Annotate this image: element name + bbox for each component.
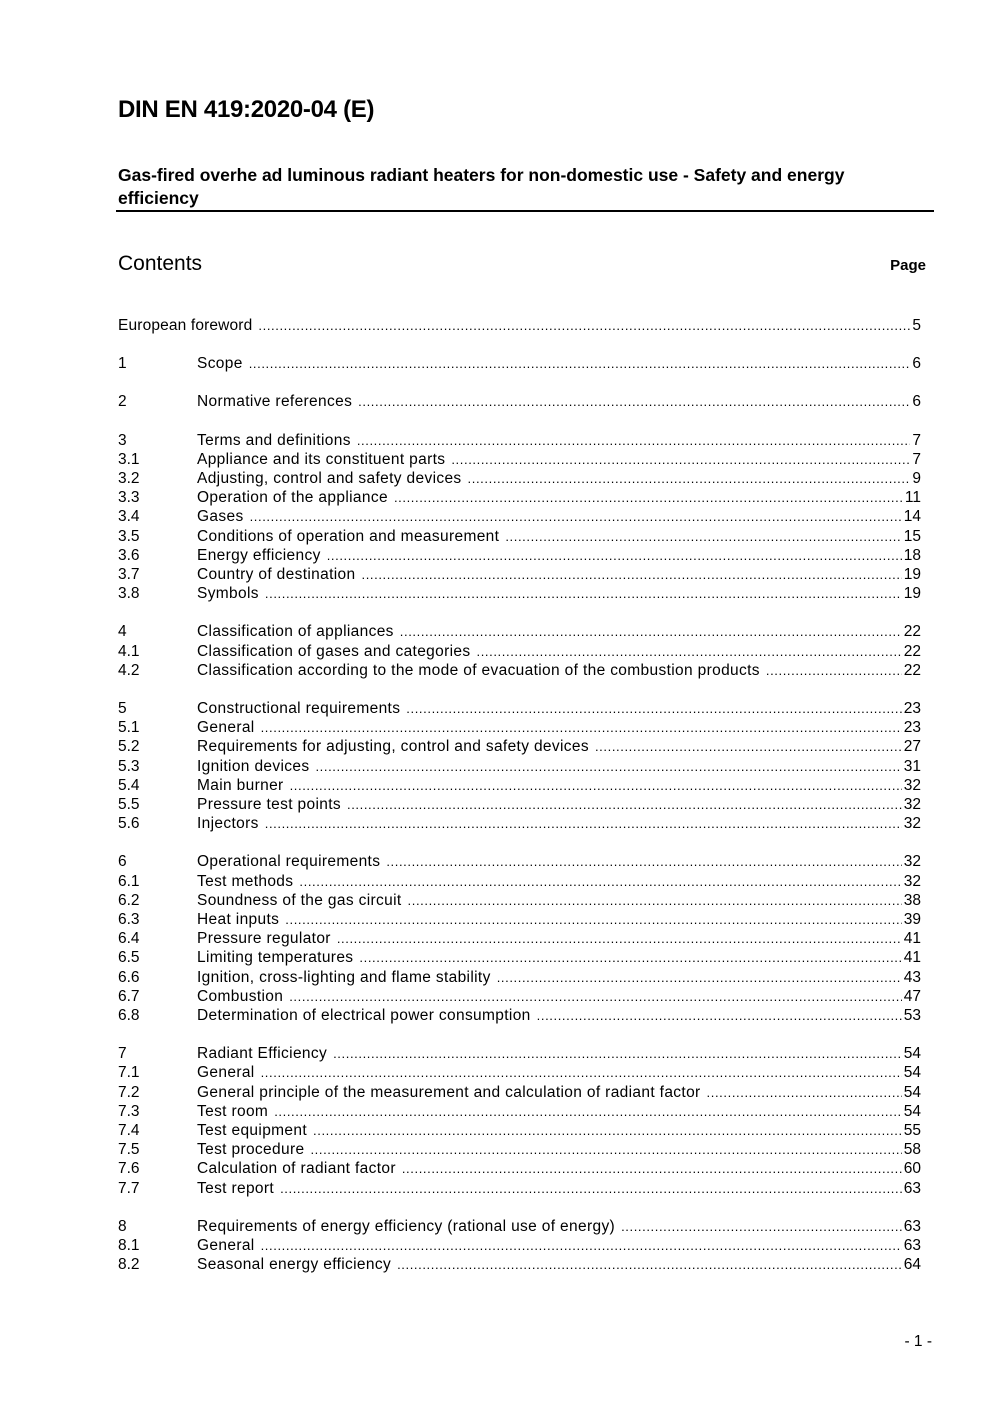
toc-entry-number: 5.2 xyxy=(118,738,140,756)
toc-entry[interactable] xyxy=(118,431,921,450)
toc-leader-dots xyxy=(285,910,901,929)
toc-entry-title: Classification of appliances xyxy=(197,623,394,641)
toc-entry-number: 3.2 xyxy=(118,470,140,487)
toc-entry-title: Conditions of operation and measurement xyxy=(197,527,500,545)
toc-entry[interactable] xyxy=(118,872,921,891)
toc-entry-number: 7.3 xyxy=(118,1102,140,1120)
toc-entry-number: 3.3 xyxy=(118,489,140,507)
toc-entry-title: Symbols xyxy=(197,585,259,603)
toc-entry-title: Classification according to the mode of evacuation of the combustion products xyxy=(197,661,760,679)
toc-leader-dots xyxy=(497,968,902,987)
toc-entry[interactable] xyxy=(118,757,921,776)
toc-entry-title: General xyxy=(197,719,255,737)
toc-entry-number: 6.5 xyxy=(118,949,140,967)
toc-entry-title: Requirements of energy efficiency (rational use of energy) xyxy=(197,1217,616,1235)
toc-entry-page: 64 xyxy=(903,1256,921,1274)
toc-leader-dots xyxy=(766,661,902,680)
toc-entry-page: 58 xyxy=(903,1141,921,1159)
toc-entry-title: Test equipment xyxy=(197,1122,308,1139)
toc-entry-page: 43 xyxy=(903,968,921,986)
toc-entry[interactable] xyxy=(118,642,921,661)
toc-entry-number: 7.4 xyxy=(118,1122,140,1139)
toc-entry-number: 5.4 xyxy=(118,776,140,794)
toc-entry-page: 7 xyxy=(912,450,921,468)
toc-entry-page: 32 xyxy=(903,815,921,833)
toc-leader-dots xyxy=(408,891,902,910)
toc-entry[interactable] xyxy=(118,1121,921,1140)
toc-leader-dots xyxy=(359,948,901,967)
toc-leader-dots xyxy=(249,354,911,373)
toc-entry[interactable] xyxy=(118,718,921,737)
toc-entry-page: 27 xyxy=(903,738,921,756)
toc-leader-dots xyxy=(313,1121,902,1140)
toc-entry-page: 6 xyxy=(912,355,921,373)
toc-leader-dots xyxy=(261,718,902,737)
toc-leader-dots xyxy=(347,795,902,814)
toc-entry-title: General xyxy=(197,1064,255,1082)
toc-entry-page: 31 xyxy=(903,757,921,775)
toc-entry[interactable] xyxy=(118,488,921,507)
toc-leader-dots xyxy=(333,1044,902,1063)
toc-entry-number: 2 xyxy=(118,393,127,411)
toc-entry-page: 22 xyxy=(903,642,921,660)
toc-leader-dots xyxy=(361,565,901,584)
toc-entry-number: 6.7 xyxy=(118,987,140,1005)
toc-leader-dots xyxy=(261,1063,902,1082)
toc-leader-dots xyxy=(451,450,910,469)
toc-leader-dots xyxy=(265,584,902,603)
toc-entry-title: Test report xyxy=(197,1179,275,1197)
toc-entry-page: 32 xyxy=(903,776,921,794)
toc-entry-page: 6 xyxy=(912,393,921,411)
toc-entry[interactable] xyxy=(118,852,921,871)
toc-entry[interactable] xyxy=(118,948,921,967)
toc-entry-number: 6.2 xyxy=(118,891,140,909)
toc-entry-title: Operation of the appliance xyxy=(197,489,388,507)
toc-entry-title: Normative references xyxy=(197,393,353,411)
toc-entry-title: Classification of gases and categories xyxy=(197,642,471,660)
toc-entry-title: Energy efficiency xyxy=(197,546,321,564)
toc-entry-title: Limiting temperatures xyxy=(197,949,354,967)
toc-entry-number: 5 xyxy=(118,700,127,717)
toc-entry-title: Main burner xyxy=(197,776,284,794)
toc-entry-number: 7.7 xyxy=(118,1179,140,1197)
toc-entry[interactable] xyxy=(118,968,921,987)
toc-entry-number: 8.2 xyxy=(118,1256,140,1274)
toc-entry-number: 3.6 xyxy=(118,546,140,564)
toc-entry[interactable] xyxy=(118,507,921,526)
toc-entry[interactable] xyxy=(118,1006,921,1025)
toc-entry-title: General principle of the measurement and calculation of radiant factor xyxy=(197,1083,701,1101)
toc-leader-dots xyxy=(402,1159,902,1178)
toc-entry-number: 4.1 xyxy=(118,642,140,660)
toc-entry-title: Determination of electrical power consumption xyxy=(197,1007,531,1024)
toc-entry[interactable] xyxy=(118,1083,921,1102)
toc-leader-dots xyxy=(400,622,902,641)
toc-entry[interactable] xyxy=(118,584,921,603)
toc-entry-page: 32 xyxy=(903,872,921,890)
toc-entry-title: Requirements for adjusting, control and safety devices xyxy=(197,738,589,756)
toc-entry-page: 19 xyxy=(903,566,921,583)
toc-entry[interactable] xyxy=(118,1179,921,1198)
toc-entry[interactable] xyxy=(118,987,921,1006)
toc-entry[interactable] xyxy=(118,795,921,814)
toc-entry-page: 22 xyxy=(903,623,921,641)
footer-page-number: - 1 - xyxy=(904,1333,932,1350)
toc-entry-number: 7 xyxy=(118,1045,127,1063)
toc-entry-number: 3.5 xyxy=(118,527,140,545)
toc-entry-number: 8.1 xyxy=(118,1237,140,1254)
toc-entry-number: 4.2 xyxy=(118,661,140,679)
toc-entry-page: 32 xyxy=(903,853,921,871)
toc-leader-dots xyxy=(406,699,901,718)
toc-entry[interactable] xyxy=(118,1159,921,1178)
toc-leader-dots xyxy=(621,1217,902,1236)
toc-entry-page: 9 xyxy=(912,470,921,487)
toc-entry-page: 54 xyxy=(903,1083,921,1101)
toc-entry-number: 6.3 xyxy=(118,911,140,928)
toc-leader-dots xyxy=(299,872,901,891)
toc-entry-number: 5.6 xyxy=(118,815,140,833)
toc-entry-title: Ignition devices xyxy=(197,757,310,775)
toc-entry-page: 18 xyxy=(903,546,921,564)
toc-entry-title: Constructional requirements xyxy=(197,700,401,717)
toc-leader-dots xyxy=(386,852,901,871)
toc-leader-dots xyxy=(468,469,911,488)
toc-entry-number: 6.4 xyxy=(118,930,140,948)
toc-entry-title: Test procedure xyxy=(197,1141,305,1159)
page-column-label: Page xyxy=(890,257,926,274)
toc-entry-page: 63 xyxy=(903,1179,921,1197)
toc-entry-number: 6.8 xyxy=(118,1007,140,1024)
toc-entry[interactable] xyxy=(118,910,921,929)
toc-entry-page: 15 xyxy=(903,527,921,545)
toc-entry-number: 3 xyxy=(118,431,127,449)
toc-entry-title: Test methods xyxy=(197,872,294,890)
toc-entry-title: Appliance and its constituent parts xyxy=(197,450,446,468)
toc-entry[interactable] xyxy=(118,546,921,565)
toc-entry-title: Adjusting, control and safety devices xyxy=(197,470,462,487)
toc-entry-page: 39 xyxy=(903,911,921,928)
toc-entry-number: 6.6 xyxy=(118,968,140,986)
toc-entry-page: 5 xyxy=(912,317,921,334)
toc-entry-page: 32 xyxy=(903,796,921,813)
toc-entry-title: Seasonal energy efficiency xyxy=(197,1256,392,1274)
toc-entry-page: 60 xyxy=(903,1160,921,1178)
toc-entry-title: General xyxy=(197,1237,255,1254)
toc-entry-title: Pressure test points xyxy=(197,796,341,813)
toc-leader-dots xyxy=(315,757,901,776)
toc-entry[interactable] xyxy=(118,737,921,756)
toc-entry[interactable] xyxy=(118,814,921,833)
toc-entry-number: 7.6 xyxy=(118,1160,140,1178)
toc-leader-dots xyxy=(290,776,902,795)
toc-entry-number: 7.2 xyxy=(118,1083,140,1101)
toc-entry-title: Operational requirements xyxy=(197,853,381,871)
toc-entry[interactable] xyxy=(118,699,921,718)
toc-entry-title: Combustion xyxy=(197,987,284,1005)
toc-leader-dots xyxy=(274,1102,902,1121)
toc-entry-title: Radiant Efficiency xyxy=(197,1045,328,1063)
toc-leader-dots xyxy=(505,527,901,546)
contents-heading: Contents xyxy=(118,252,203,275)
toc-entry-page: 47 xyxy=(903,987,921,1005)
toc-entry-page: 23 xyxy=(903,700,921,717)
toc-entry-title: European foreword xyxy=(118,317,253,334)
toc-leader-dots xyxy=(289,987,902,1006)
toc-entry[interactable] xyxy=(118,891,921,910)
toc-leader-dots xyxy=(261,1236,902,1255)
toc-entry-number: 7.1 xyxy=(118,1064,140,1082)
toc-entry-page: 14 xyxy=(903,508,921,526)
toc-entry-page: 53 xyxy=(903,1007,921,1024)
toc-leader-dots xyxy=(397,1255,902,1274)
toc-entry-number: 4 xyxy=(118,623,127,641)
toc-entry-page: 23 xyxy=(903,719,921,737)
toc-leader-dots xyxy=(707,1083,902,1102)
toc-entry[interactable] xyxy=(118,1044,921,1063)
toc-entry-title: Terms and definitions xyxy=(197,431,351,449)
toc-entry-page: 54 xyxy=(903,1064,921,1082)
toc-entry-title: Heat inputs xyxy=(197,911,280,928)
toc-entry[interactable] xyxy=(118,1255,921,1274)
toc-leader-dots xyxy=(327,546,902,565)
toc-entry[interactable] xyxy=(118,469,921,488)
toc-entry-page: 11 xyxy=(904,489,921,507)
toc-entry-number: 1 xyxy=(118,355,127,373)
toc-leader-dots xyxy=(250,507,902,526)
toc-entry[interactable] xyxy=(118,527,921,546)
toc-entry-title: Test room xyxy=(197,1102,269,1120)
toc-entry[interactable] xyxy=(118,1236,921,1255)
toc-leader-dots xyxy=(357,431,911,450)
toc-leader-dots xyxy=(310,1140,901,1159)
toc-entry-number: 5.3 xyxy=(118,757,140,775)
toc-entry-number: 5.5 xyxy=(118,796,140,813)
toc-entry-page: 54 xyxy=(903,1045,921,1063)
toc-entry-page: 63 xyxy=(903,1217,921,1235)
toc-entry[interactable] xyxy=(118,661,921,680)
toc-entry[interactable] xyxy=(118,565,921,584)
toc-entry-page: 38 xyxy=(903,891,921,909)
toc-entry[interactable] xyxy=(118,1102,921,1121)
toc-entry-page: 63 xyxy=(903,1237,921,1254)
toc-entry-title: Gases xyxy=(197,508,244,526)
toc-entry-page: 7 xyxy=(912,431,921,449)
toc-entry-title: Ignition, cross-lighting and flame stability xyxy=(197,968,491,986)
toc-entry[interactable] xyxy=(118,316,921,335)
toc-leader-dots xyxy=(358,392,910,411)
toc-entry[interactable] xyxy=(118,622,921,641)
toc-leader-dots xyxy=(337,929,902,948)
toc-entry-number: 3.4 xyxy=(118,508,140,526)
toc-entry-page: 41 xyxy=(903,949,921,967)
toc-entry-number: 6 xyxy=(118,853,127,871)
toc-entry-number: 8 xyxy=(118,1217,127,1235)
toc-entry-page: 22 xyxy=(903,661,921,679)
document-title: DIN EN 419:2020-04 (E) xyxy=(118,96,375,123)
toc-entry[interactable] xyxy=(118,354,921,373)
toc-leader-dots xyxy=(265,814,902,833)
toc-entry-title: Pressure regulator xyxy=(197,930,331,948)
toc-entry[interactable] xyxy=(118,776,921,795)
toc-leader-dots xyxy=(394,488,903,507)
toc-entry-number: 7.5 xyxy=(118,1141,140,1159)
document-subtitle: Gas-fired overhe ad luminous radiant heaters for non-domestic use - Safety and energy efficiency xyxy=(118,165,845,208)
toc-entry-page: 54 xyxy=(903,1102,921,1120)
toc-entry-title: Soundness of the gas circuit xyxy=(197,891,402,909)
toc-entry-number: 5.1 xyxy=(118,719,140,737)
toc-entry-page: 55 xyxy=(903,1122,921,1139)
title-divider xyxy=(116,210,934,212)
toc-leader-dots xyxy=(537,1006,902,1025)
toc-entry[interactable] xyxy=(118,392,921,411)
toc-leader-dots xyxy=(280,1179,902,1198)
toc-entry-title: Calculation of radiant factor xyxy=(197,1160,396,1178)
toc-entry-number: 3.7 xyxy=(118,566,140,583)
toc-entry-page: 19 xyxy=(903,585,921,603)
toc-leader-dots xyxy=(477,642,902,661)
toc-leader-dots xyxy=(258,316,910,335)
toc-entry[interactable] xyxy=(118,929,921,948)
toc-entry-title: Scope xyxy=(197,355,243,373)
toc-entry-title: Country of destination xyxy=(197,566,356,583)
toc-entry-page: 41 xyxy=(903,930,921,948)
toc-leader-dots xyxy=(595,737,902,756)
toc-entry[interactable] xyxy=(118,1140,921,1159)
toc-entry-number: 3.1 xyxy=(118,450,140,468)
toc-entry[interactable] xyxy=(118,1063,921,1082)
toc-entry-number: 6.1 xyxy=(118,872,140,890)
toc-entry[interactable] xyxy=(118,450,921,469)
toc-entry[interactable] xyxy=(118,1217,921,1236)
toc-entry-title: Injectors xyxy=(197,815,259,833)
toc-entry-number: 3.8 xyxy=(118,585,140,603)
